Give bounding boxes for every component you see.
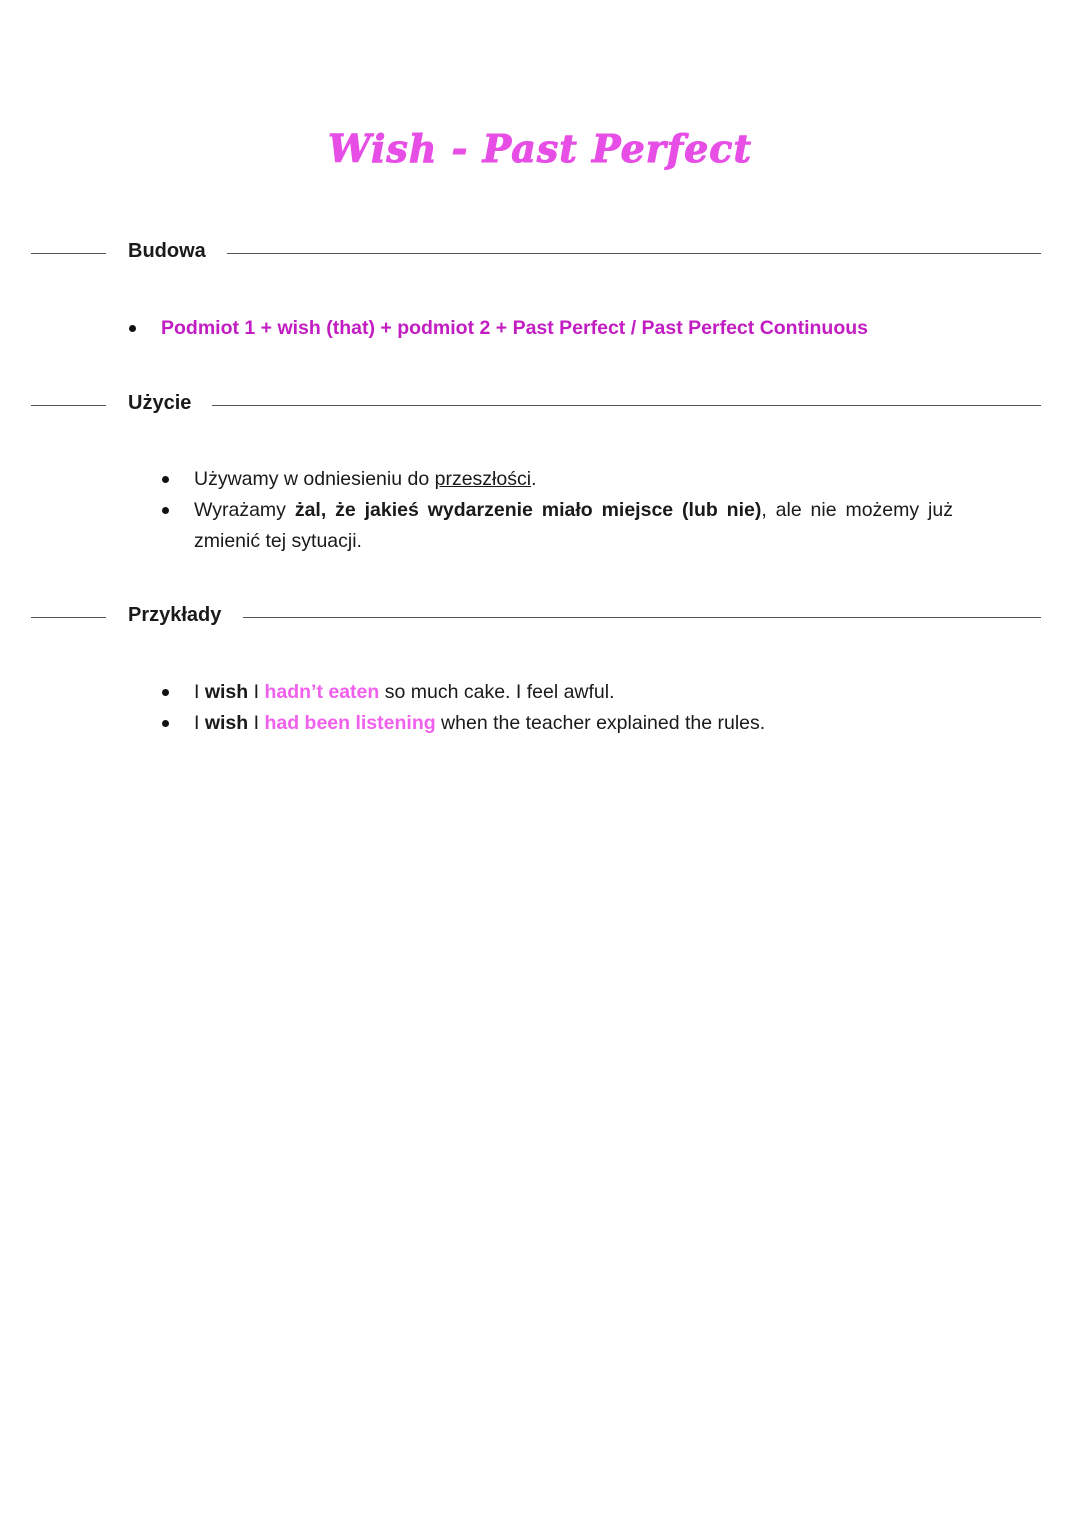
usage-text: , ale nie możemy już zmienić tej sytuacji.	[194, 499, 953, 552]
usage-text: Używamy w odniesieniu do	[194, 468, 435, 490]
usage-list	[161, 464, 953, 557]
divider-right	[227, 253, 1041, 254]
structure-list	[128, 313, 1028, 344]
example-item	[161, 708, 1021, 739]
bullet-icon	[162, 720, 169, 727]
usage-item	[161, 464, 953, 495]
structure-formula	[128, 313, 1028, 344]
example-text: I	[248, 681, 265, 703]
example-text: so much cake. I feel awful.	[379, 681, 615, 703]
usage-underlined: przeszłości	[434, 468, 532, 490]
example-text: when the teacher explained the rules.	[435, 712, 766, 734]
divider-left	[31, 253, 106, 254]
page-title: Wish - Past Perfect	[327, 126, 752, 171]
bullet-icon	[129, 325, 136, 332]
examples-list	[161, 677, 1021, 739]
usage-text: Wyrażamy	[194, 499, 295, 521]
usage-bold: żal, że jakieś wydarzenie miało miejsce (lub nie)	[294, 499, 762, 521]
bullet-icon	[162, 689, 169, 696]
bullet-icon	[162, 476, 169, 483]
section-header-przyklady	[0, 602, 1080, 632]
example-text: I	[194, 681, 205, 703]
divider-right	[243, 617, 1041, 618]
divider-left	[31, 405, 106, 406]
divider-left	[31, 617, 106, 618]
usage-item	[161, 495, 953, 557]
example-text: I	[248, 712, 265, 734]
section-heading-uzycie: Użycie	[128, 392, 192, 414]
usage-text: .	[531, 468, 537, 490]
example-highlight: hadn’t eaten	[264, 681, 380, 703]
example-wish: wish	[204, 681, 249, 703]
section-heading-przyklady: Przykłady	[128, 604, 222, 626]
example-item	[161, 677, 1021, 708]
section-header-budowa	[0, 238, 1080, 268]
formula-text: Podmiot 1 + wish (that) + podmiot 2 + Past Perfect / Past Perfect Continuous	[161, 317, 868, 339]
divider-right	[212, 405, 1041, 406]
section-header-uzycie	[0, 390, 1080, 420]
example-text: I	[194, 712, 205, 734]
example-wish: wish	[204, 712, 249, 734]
section-heading-budowa: Budowa	[128, 240, 206, 262]
bullet-icon	[162, 507, 169, 514]
example-highlight: had been listening	[264, 712, 436, 734]
